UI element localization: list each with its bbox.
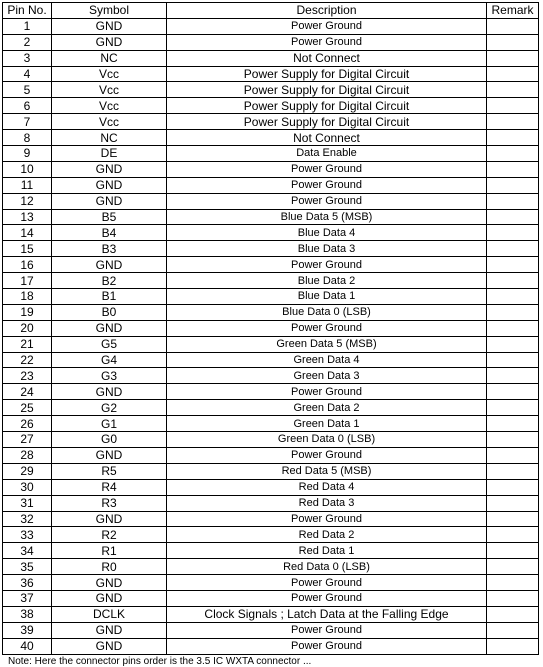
table-row bbox=[3, 606, 539, 622]
pin-number-cell: 20 bbox=[3, 320, 52, 336]
description-cell: Blue Data 4 bbox=[167, 225, 487, 241]
description-cell: Power Ground bbox=[167, 638, 487, 654]
description-cell: Green Data 0 (LSB) bbox=[167, 432, 487, 448]
symbol-cell: NC bbox=[52, 50, 167, 66]
symbol-cell: GND bbox=[52, 447, 167, 463]
pin-number-cell: 32 bbox=[3, 511, 52, 527]
remark-cell bbox=[487, 66, 539, 82]
remark-cell bbox=[487, 559, 539, 575]
table-row bbox=[3, 209, 539, 225]
pin-number-cell: 14 bbox=[3, 225, 52, 241]
remark-cell bbox=[487, 432, 539, 448]
table-row bbox=[3, 177, 539, 193]
table-row bbox=[3, 511, 539, 527]
remark-cell bbox=[487, 400, 539, 416]
description-cell: Power Ground bbox=[167, 447, 487, 463]
pin-number-cell: 21 bbox=[3, 336, 52, 352]
remark-cell bbox=[487, 114, 539, 130]
pin-number-cell: 39 bbox=[3, 622, 52, 638]
pin-number-cell: 19 bbox=[3, 304, 52, 320]
symbol-cell: GND bbox=[52, 177, 167, 193]
table-row bbox=[3, 304, 539, 320]
description-cell: Power Ground bbox=[167, 177, 487, 193]
remark-cell bbox=[487, 606, 539, 622]
remark-cell bbox=[487, 416, 539, 432]
remark-cell bbox=[487, 447, 539, 463]
description-cell: Power Supply for Digital Circuit bbox=[167, 114, 487, 130]
footnote: Note: Here the connector pins order is the 3.5 IC WXTA connector ... bbox=[8, 656, 312, 667]
symbol-cell: G2 bbox=[52, 400, 167, 416]
table-row bbox=[3, 289, 539, 305]
description-cell: Red Data 2 bbox=[167, 527, 487, 543]
symbol-cell: GND bbox=[52, 384, 167, 400]
symbol-cell: R3 bbox=[52, 495, 167, 511]
symbol-cell: R4 bbox=[52, 479, 167, 495]
remark-cell bbox=[487, 225, 539, 241]
table-row bbox=[3, 50, 539, 66]
table-row bbox=[3, 622, 539, 638]
pin-number-cell: 22 bbox=[3, 352, 52, 368]
remark-cell bbox=[487, 543, 539, 559]
symbol-cell: B3 bbox=[52, 241, 167, 257]
description-cell: Power Ground bbox=[167, 384, 487, 400]
symbol-cell: B4 bbox=[52, 225, 167, 241]
pin-number-cell: 8 bbox=[3, 130, 52, 146]
description-cell: Red Data 0 (LSB) bbox=[167, 559, 487, 575]
table-row bbox=[3, 384, 539, 400]
description-cell: Power Supply for Digital Circuit bbox=[167, 82, 487, 98]
pin-number-cell: 10 bbox=[3, 161, 52, 177]
header-symbol: Symbol bbox=[52, 3, 167, 19]
symbol-cell: B1 bbox=[52, 289, 167, 305]
pin-number-cell: 27 bbox=[3, 432, 52, 448]
description-cell: Power Ground bbox=[167, 34, 487, 50]
symbol-cell: GND bbox=[52, 511, 167, 527]
header-remark: Remark bbox=[487, 3, 539, 19]
pin-number-cell: 28 bbox=[3, 447, 52, 463]
description-cell: Blue Data 2 bbox=[167, 273, 487, 289]
symbol-cell: GND bbox=[52, 18, 167, 34]
description-cell: Not Connect bbox=[167, 130, 487, 146]
symbol-cell: GND bbox=[52, 193, 167, 209]
description-cell: Power Ground bbox=[167, 575, 487, 591]
table-row bbox=[3, 479, 539, 495]
pin-number-cell: 6 bbox=[3, 98, 52, 114]
remark-cell bbox=[487, 273, 539, 289]
pin-number-cell: 9 bbox=[3, 146, 52, 162]
remark-cell bbox=[487, 257, 539, 273]
description-cell: Power Ground bbox=[167, 193, 487, 209]
pin-number-cell: 29 bbox=[3, 463, 52, 479]
symbol-cell: G1 bbox=[52, 416, 167, 432]
table-row bbox=[3, 575, 539, 591]
remark-cell bbox=[487, 463, 539, 479]
symbol-cell: R5 bbox=[52, 463, 167, 479]
description-cell: Power Ground bbox=[167, 18, 487, 34]
pin-number-cell: 34 bbox=[3, 543, 52, 559]
table-row bbox=[3, 527, 539, 543]
table-row bbox=[3, 638, 539, 654]
remark-cell bbox=[487, 34, 539, 50]
table-body bbox=[3, 18, 539, 654]
symbol-cell: DCLK bbox=[52, 606, 167, 622]
symbol-cell: G5 bbox=[52, 336, 167, 352]
description-cell: Blue Data 1 bbox=[167, 289, 487, 305]
description-cell: Power Ground bbox=[167, 622, 487, 638]
header-pin-no: Pin No. bbox=[3, 3, 52, 19]
table-row bbox=[3, 241, 539, 257]
remark-cell bbox=[487, 384, 539, 400]
pin-number-cell: 4 bbox=[3, 66, 52, 82]
pin-number-cell: 12 bbox=[3, 193, 52, 209]
table-row bbox=[3, 320, 539, 336]
description-cell: Data Enable bbox=[167, 146, 487, 162]
symbol-cell: NC bbox=[52, 130, 167, 146]
symbol-cell: DE bbox=[52, 146, 167, 162]
description-cell: Red Data 3 bbox=[167, 495, 487, 511]
pin-number-cell: 23 bbox=[3, 368, 52, 384]
symbol-cell: G3 bbox=[52, 368, 167, 384]
description-cell: Not Connect bbox=[167, 50, 487, 66]
table-row bbox=[3, 193, 539, 209]
symbol-cell: R2 bbox=[52, 527, 167, 543]
symbol-cell: B2 bbox=[52, 273, 167, 289]
description-cell: Power Ground bbox=[167, 161, 487, 177]
symbol-cell: GND bbox=[52, 638, 167, 654]
remark-cell bbox=[487, 289, 539, 305]
symbol-cell: GND bbox=[52, 575, 167, 591]
remark-cell bbox=[487, 130, 539, 146]
remark-cell bbox=[487, 50, 539, 66]
remark-cell bbox=[487, 177, 539, 193]
remark-cell bbox=[487, 18, 539, 34]
symbol-cell: Vcc bbox=[52, 98, 167, 114]
remark-cell bbox=[487, 193, 539, 209]
table-row bbox=[3, 336, 539, 352]
table-row bbox=[3, 447, 539, 463]
table-row bbox=[3, 161, 539, 177]
table-row bbox=[3, 98, 539, 114]
description-cell: Green Data 4 bbox=[167, 352, 487, 368]
description-cell: Blue Data 3 bbox=[167, 241, 487, 257]
remark-cell bbox=[487, 479, 539, 495]
symbol-cell: Vcc bbox=[52, 82, 167, 98]
pin-number-cell: 3 bbox=[3, 50, 52, 66]
symbol-cell: GND bbox=[52, 34, 167, 50]
remark-cell bbox=[487, 511, 539, 527]
remark-cell bbox=[487, 82, 539, 98]
pin-number-cell: 33 bbox=[3, 527, 52, 543]
symbol-cell: R0 bbox=[52, 559, 167, 575]
pin-number-cell: 38 bbox=[3, 606, 52, 622]
remark-cell bbox=[487, 98, 539, 114]
symbol-cell: GND bbox=[52, 622, 167, 638]
remark-cell bbox=[487, 320, 539, 336]
pin-number-cell: 37 bbox=[3, 590, 52, 606]
table-row bbox=[3, 368, 539, 384]
symbol-cell: R1 bbox=[52, 543, 167, 559]
pin-number-cell: 13 bbox=[3, 209, 52, 225]
description-cell: Clock Signals ; Latch Data at the Falling Edge bbox=[167, 606, 487, 622]
table-row bbox=[3, 225, 539, 241]
table-row bbox=[3, 416, 539, 432]
table-row bbox=[3, 352, 539, 368]
pin-number-cell: 17 bbox=[3, 273, 52, 289]
table-row bbox=[3, 34, 539, 50]
description-cell: Red Data 5 (MSB) bbox=[167, 463, 487, 479]
symbol-cell: G0 bbox=[52, 432, 167, 448]
remark-cell bbox=[487, 527, 539, 543]
description-cell: Green Data 2 bbox=[167, 400, 487, 416]
pin-number-cell: 30 bbox=[3, 479, 52, 495]
symbol-cell: GND bbox=[52, 590, 167, 606]
pin-number-cell: 7 bbox=[3, 114, 52, 130]
symbol-cell: GND bbox=[52, 320, 167, 336]
remark-cell bbox=[487, 575, 539, 591]
table-row bbox=[3, 590, 539, 606]
remark-cell bbox=[487, 368, 539, 384]
table-row bbox=[3, 257, 539, 273]
pin-number-cell: 18 bbox=[3, 289, 52, 305]
symbol-cell: G4 bbox=[52, 352, 167, 368]
symbol-cell: Vcc bbox=[52, 114, 167, 130]
symbol-cell: B0 bbox=[52, 304, 167, 320]
table-row bbox=[3, 18, 539, 34]
table-row bbox=[3, 66, 539, 82]
table-row bbox=[3, 273, 539, 289]
remark-cell bbox=[487, 336, 539, 352]
remark-cell bbox=[487, 209, 539, 225]
description-cell: Blue Data 5 (MSB) bbox=[167, 209, 487, 225]
description-cell: Green Data 3 bbox=[167, 368, 487, 384]
pin-number-cell: 15 bbox=[3, 241, 52, 257]
pin-number-cell: 11 bbox=[3, 177, 52, 193]
table-row bbox=[3, 114, 539, 130]
symbol-cell: GND bbox=[52, 257, 167, 273]
description-cell: Green Data 5 (MSB) bbox=[167, 336, 487, 352]
description-cell: Power Ground bbox=[167, 320, 487, 336]
remark-cell bbox=[487, 590, 539, 606]
table-row bbox=[3, 400, 539, 416]
pin-number-cell: 16 bbox=[3, 257, 52, 273]
table-row bbox=[3, 82, 539, 98]
symbol-cell: B5 bbox=[52, 209, 167, 225]
description-cell: Red Data 4 bbox=[167, 479, 487, 495]
remark-cell bbox=[487, 622, 539, 638]
pin-number-cell: 26 bbox=[3, 416, 52, 432]
pin-number-cell: 40 bbox=[3, 638, 52, 654]
remark-cell bbox=[487, 352, 539, 368]
remark-cell bbox=[487, 146, 539, 162]
remark-cell bbox=[487, 638, 539, 654]
pin-number-cell: 36 bbox=[3, 575, 52, 591]
table-row bbox=[3, 543, 539, 559]
description-cell: Power Ground bbox=[167, 511, 487, 527]
description-cell: Power Supply for Digital Circuit bbox=[167, 66, 487, 82]
pin-number-cell: 5 bbox=[3, 82, 52, 98]
remark-cell bbox=[487, 495, 539, 511]
pin-assignment-table bbox=[2, 2, 539, 655]
pin-number-cell: 25 bbox=[3, 400, 52, 416]
table-row bbox=[3, 495, 539, 511]
table-row bbox=[3, 432, 539, 448]
pin-number-cell: 2 bbox=[3, 34, 52, 50]
description-cell: Green Data 1 bbox=[167, 416, 487, 432]
table-row bbox=[3, 146, 539, 162]
pin-number-cell: 35 bbox=[3, 559, 52, 575]
description-cell: Red Data 1 bbox=[167, 543, 487, 559]
table-row bbox=[3, 559, 539, 575]
remark-cell bbox=[487, 241, 539, 257]
pin-number-cell: 31 bbox=[3, 495, 52, 511]
pin-number-cell: 24 bbox=[3, 384, 52, 400]
header-description: Description bbox=[167, 3, 487, 19]
remark-cell bbox=[487, 304, 539, 320]
remark-cell bbox=[487, 161, 539, 177]
description-cell: Power Ground bbox=[167, 590, 487, 606]
pin-number-cell: 1 bbox=[3, 18, 52, 34]
symbol-cell: GND bbox=[52, 161, 167, 177]
description-cell: Blue Data 0 (LSB) bbox=[167, 304, 487, 320]
symbol-cell: Vcc bbox=[52, 66, 167, 82]
description-cell: Power Supply for Digital Circuit bbox=[167, 98, 487, 114]
description-cell: Power Ground bbox=[167, 257, 487, 273]
table-header-row bbox=[3, 3, 539, 19]
table-row bbox=[3, 130, 539, 146]
table-row bbox=[3, 463, 539, 479]
